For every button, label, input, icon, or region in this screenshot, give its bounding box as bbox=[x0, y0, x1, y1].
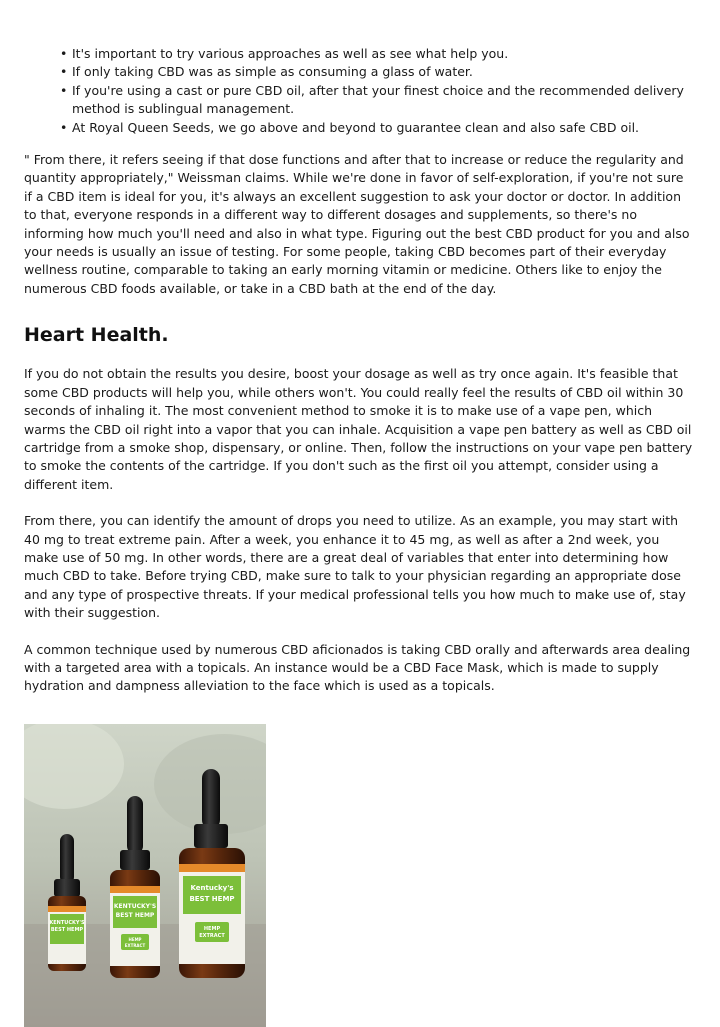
bullet-item: • If you're using a cast or pure CBD oil, after that your finest choice and the recommended delivery method is sublingual management. bbox=[72, 82, 694, 119]
svg-text:HEMP: HEMP bbox=[203, 925, 221, 932]
hemp-bottles-illustration bbox=[24, 724, 266, 1027]
bullet-list bbox=[24, 45, 694, 137]
svg-text:KENTUCKY'S: KENTUCKY'S bbox=[113, 902, 157, 910]
bullet-item: • If only taking CBD was as simple as consuming a glass of water. bbox=[72, 63, 694, 81]
svg-text:BEST HEMP: BEST HEMP bbox=[50, 926, 84, 933]
svg-text:BEST HEMP: BEST HEMP bbox=[189, 894, 235, 903]
bullet-item: • At Royal Queen Seeds, we go above and beyond to guarantee clean and also safe CBD oil. bbox=[72, 119, 694, 137]
paragraph-topicals: A common technique used by numerous CBD aficionados is taking CBD orally and afterwards area dealing with a targeted area with a topicals. An instance would be a CBD Face Mask, which is made to supply hydration and dampness alleviation to the face which is used as a topicals. bbox=[24, 641, 691, 694]
paragraph-drops: From there, you can identify the amount of drops you need to utilize. As an example, you may start with 40 mg to treat extreme pain. After a week, you enhance it to 45 mg, as well as after a 2nd week, you make use of 50 mg. In other words, there are a great deal of variables that enter into determining how much CBD to take. Before trying CBD, make sure to talk to your physician regarding an appropriate dose and any type of prospective threats. If your medical professional tells you how much to make use of, stay with their suggestion. bbox=[24, 513, 686, 621]
product-photo bbox=[24, 724, 266, 1027]
svg-text:Kentucky's: Kentucky's bbox=[190, 883, 234, 892]
svg-text:BEST HEMP: BEST HEMP bbox=[115, 911, 155, 919]
paragraph-results: If you do not obtain the results you desire, boost your dosage as well as try once again. It's feasible that some CBD products will help you, while others won't. You could really feel the results of CBD oil within 30 seconds of inhaling it. The most convenient method to smoke it is to make use of a vape pen, which warms the CBD oil right into a vapor that you can inhale. Acquisition a vape pen battery as well as CBD oil cartridge from a smoke shop, dispensary, or online. Then, follow the instructions on your vape pen battery to smoke the contents of the cartridge. If you don't such as the first oil you attempt, consider using a different item. bbox=[24, 366, 693, 492]
svg-text:HEMP: HEMP bbox=[128, 936, 142, 942]
svg-text:EXTRACT: EXTRACT bbox=[124, 942, 146, 948]
svg-text:EXTRACT: EXTRACT bbox=[199, 932, 225, 939]
bullet-item: • It's important to try various approaches as well as see what help you. bbox=[72, 45, 694, 63]
section-heading: Heart Health. bbox=[24, 324, 169, 347]
svg-text:KENTUCKY'S: KENTUCKY'S bbox=[49, 919, 85, 926]
paragraph-dosage: " From there, it refers seeing if that dose functions and after that to increase or reduce the regularity and quantity appropriately," Weissman claims. While we're done in favor of self-exploration, if you're not sure if a CBD item is ideal for you, it's always an excellent suggestion to ask your doctor or doctor. In addition to that, everyone responds in a different way to different dosages and supplements, so there's no informing how much you'll need and also in what type. Figuring out the best CBD product for you and also your needs is usually an issue of testing. For some people, taking CBD becomes part of their everyday wellness routine, comparable to taking an early morning vitamin or medicine. Others like to enjoy the numerous CBD foods available, or take in a CBD bath at the end of the day. bbox=[24, 152, 690, 296]
